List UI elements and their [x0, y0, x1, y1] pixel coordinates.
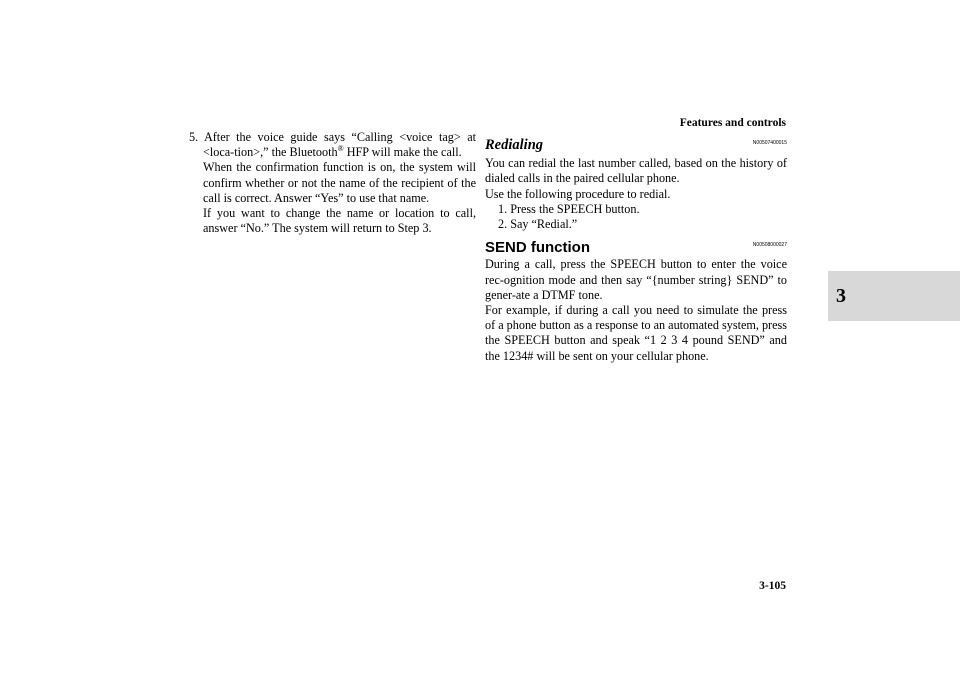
- registered-mark: ®: [337, 144, 344, 154]
- confirm-paragraph: When the confirmation function is on, the system will confirm whether or not the name of the recipient of the call is correct. Answer “Yes” to use that name.: [203, 160, 476, 205]
- left-column: [189, 130, 476, 236]
- redial-step-2: 2. Say “Redial.”: [498, 217, 578, 232]
- redialing-procedure: Use the following procedure to redial.: [485, 186, 671, 201]
- send-para-1: During a call, press the SPEECH button to enter the voice rec-ognition mode and then say “{number string} SEND” to gener-ate a DTMF tone.: [485, 257, 787, 302]
- page-number: 3-105: [759, 580, 786, 592]
- send-function-heading: SEND function N00508000027: [485, 239, 787, 257]
- change-paragraph: If you want to change the name or location to call, answer “No.” The system will return to Step 3.: [203, 206, 476, 236]
- chapter-number: 3: [836, 284, 846, 307]
- redialing-code: N00507400015: [752, 140, 787, 146]
- right-column: [485, 138, 787, 364]
- redial-step-1: 1. Press the SPEECH button.: [498, 201, 640, 216]
- header-title: Features and controls: [679, 117, 786, 129]
- redialing-heading: Redialing N00507400015: [485, 137, 787, 153]
- send-para-2: For example, if during a call you need to simulate the press of a phone button as a response to an automated system, press the SPEECH button and speak “1 2 3 4 pound SEND” and the 1234# will be sent on your cellular phone.: [485, 303, 787, 363]
- step-5: 5. After the voice guide says “Calling <voice tag> at <loca-tion>,” the Bluetooth® HFP will make the call.: [189, 130, 476, 160]
- send-function-code: N00508000027: [752, 242, 787, 249]
- redialing-intro: You can redial the last number called, based on the history of dialed calls in the paired cellular phone.: [485, 156, 787, 186]
- chapter-tab: [828, 271, 960, 321]
